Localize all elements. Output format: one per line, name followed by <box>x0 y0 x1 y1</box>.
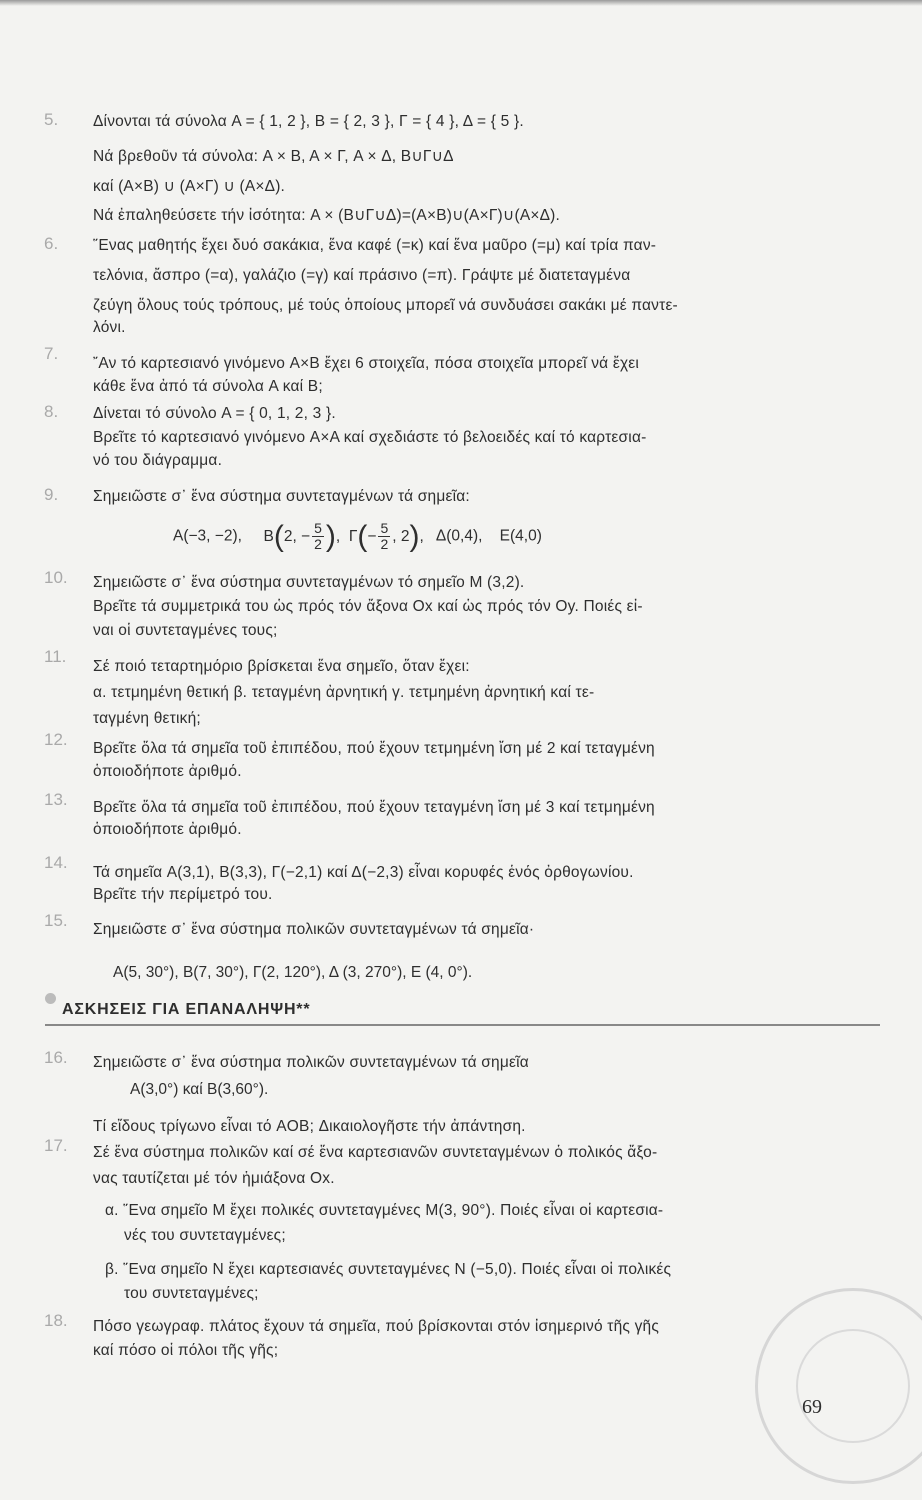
subexercise-text: α. ῞Ενα σημεῖο M ἔχει πολικές συντεταγμένες M(3, 90°). Ποιές εἶναι οἱ καρτεσια- <box>105 1202 664 1219</box>
exercise-text: Τά σημεῖα A(3,1), B(3,3), Γ(−2,1) καί Δ(−2,3) εἶναι κορυφές ἑνός ὀρθογωνίου. <box>93 864 634 881</box>
fraction <box>312 521 324 552</box>
point-e: E(4,0) <box>499 527 542 545</box>
exercise-text: Πόσο γεωγραφ. πλάτος ἔχουν τά σημεῖα, πού βρίσκονται στόν ἰσημερινό τῆς γῆς <box>93 1318 660 1335</box>
exercise-number: 9. <box>44 485 59 504</box>
exercise-text: Σέ ἕνα σύστημα πολικῶν καί σέ ἕνα καρτεσιανῶν συντεταγμένων ὁ πολικός ἄξο- <box>93 1144 658 1161</box>
exercise-text: λόνι. <box>93 319 126 336</box>
exercise-text: Βρεῖτε ὅλα τά σημεῖα τοῦ ἐπιπέδου, πού ἔχουν τεταγμένη ἴση μέ 3 καί τετμημένη <box>93 799 655 816</box>
denominator: 2 <box>380 536 389 552</box>
exercise-number: 5. <box>44 110 59 129</box>
denominator: 2 <box>314 536 322 552</box>
exercise-text: νας ταυτίζεται μέ τόν ἡμιάξονα Ox. <box>93 1170 335 1187</box>
exercise-text: Δίνεται τό σύνολο A = { 0, 1, 2, 3 }. <box>93 405 336 422</box>
separator: , <box>419 527 424 545</box>
exercise-number: 18. <box>44 1311 68 1330</box>
exercise-text: Σημειῶστε σ᾽ ἕνα σύστημα συντεταγμένων τά σημεῖα: <box>93 488 470 505</box>
exercise-text: ῞Ενας μαθητής ἔχει δυό σακάκια, ἕνα καφέ (=κ) καί ἕνα μαῦρο (=μ) καί τρία παν- <box>93 237 657 254</box>
exercise-text: Βρεῖτε τό καρτεσιανό γινόμενο A×A καί σχεδιάστε τό βελοειδές καί τό καρτεσια- <box>93 429 647 446</box>
point-coord: , 2 <box>392 527 410 545</box>
exercise-number: 16. <box>44 1048 68 1067</box>
exercise-text: καί (A×B) ∪ (A×Γ) ∪ (A×Δ). <box>93 178 286 195</box>
exercise-number: 10. <box>44 568 68 587</box>
exercise-text: Δίνονται τά σύνολα A = { 1, 2 }, B = { 2, 3 }, Γ = { 4 }, Δ = { 5 }. <box>93 113 524 130</box>
separator: , <box>335 527 341 545</box>
exercise-text: καί πόσο οἱ πόλοι τῆς γῆς; <box>93 1342 279 1359</box>
exercise-number: 15. <box>44 911 68 930</box>
points-formula <box>173 521 542 552</box>
exercise-text: Σέ ποιό τεταρτημόριο βρίσκεται ἕνα σημεῖο, ὅταν ἔχει: <box>93 658 470 675</box>
exercise-text: κάθε ἕνα ἀπό τά σύνολα A καί B; <box>93 378 323 395</box>
point-b: B(2, − $\frac{5}{2}$ ), <box>263 519 341 553</box>
exercise-text: Βρεῖτε τήν περίμετρό του. <box>93 886 273 903</box>
point-a: A(−3, −2), <box>173 527 242 545</box>
numerator: 5 <box>314 520 322 536</box>
section-heading: ΑΣΚΗΣΕΙΣ ΓΙΑ ΕΠΑΝΑΛΗΨΗ** <box>62 1001 311 1018</box>
exercise-text: ταγμένη θετική; <box>93 710 201 727</box>
exercise-number: 8. <box>44 402 59 421</box>
polar-points-formula: A(5, 30°), B(7, 30°), Γ(2, 120°), Δ (3, 270°), E (4, 0°). <box>113 964 473 981</box>
exercise-text: Σημειῶστε σ᾽ ἕνα σύστημα πολικῶν συντεταγμένων τά σημεῖα <box>93 1054 529 1071</box>
polar-points-formula: A(3,0°) καί B(3,60°). <box>130 1081 269 1098</box>
exercise-text: Τί εἴδους τρίγωνο εἶναι τό AOB; Δικαιολογῆστε τήν ἀπάντηση. <box>93 1118 526 1135</box>
exercise-text: τελόνια, ἄσπρο (=α), γαλάζιο (=γ) καί πράσινο (=π). Γράψτε μέ διατεταγμένα <box>93 267 631 284</box>
exercise-text: Βρεῖτε τά συμμετρικά του ὡς πρός τόν ἄξονα Ox καί ὡς πρός τόν Oy. Ποιές εἰ- <box>93 598 643 615</box>
subexercise-text: β. ῞Ενα σημεῖο N ἔχει καρτεσιανές συντεταγμένες N (−5,0). Ποιές εἶναι οἱ πολικές <box>105 1261 672 1278</box>
exercise-text: Νά ἐπαληθεύσετε τήν ἰσότητα: A × (B∪Γ∪Δ)=(A×B)∪(A×Γ)∪(A×Δ). <box>93 207 561 224</box>
exercise-text: α. τετμημένη θετική β. τεταγμένη ἀρνητική γ. τετμημένη ἀρνητική καί τε- <box>93 684 595 701</box>
library-stamp <box>755 1288 922 1484</box>
point-d: Δ(0,4), <box>435 527 483 545</box>
exercise-text: ναι οἱ συντεταγμένες τους; <box>93 622 278 639</box>
page-number: 69 <box>802 1396 822 1418</box>
section-bullet-icon <box>45 993 56 1004</box>
point-label: Γ <box>348 527 358 545</box>
exercise-text: ὁποιοδήποτε ἀριθμό. <box>93 821 242 838</box>
fraction <box>378 521 390 552</box>
exercise-text: Νά βρεθοῦν τά σύνολα: A × B, A × Γ, A × Δ, B∪Γ∪Δ <box>93 148 454 165</box>
exercise-text: Σημειῶστε σ᾽ ἕνα σύστημα πολικῶν συντεταγμένων τά σημεῖα· <box>93 921 535 938</box>
exercise-number: 14. <box>44 853 68 872</box>
exercise-text: ῎Αν τό καρτεσιανό γινόμενο A×B ἔχει 6 στοιχεῖα, πόσα στοιχεῖα μπορεῖ νά ἔχει <box>93 355 640 372</box>
exercise-number: 6. <box>44 234 59 253</box>
exercise-text: νό του διάγραμμα. <box>93 452 223 469</box>
sign: − <box>367 527 377 545</box>
exercise-number: 12. <box>44 730 68 749</box>
point-c: Γ(− $\frac{5}{2}$ , 2), <box>348 519 424 553</box>
exercise-text: ζεύγη ὅλους τούς τρόπους, μέ τούς ὁποίους μπορεῖ νά συνδυάσει σακάκι μέ παντε- <box>93 297 678 314</box>
exercise-text: Σημειῶστε σ᾽ ἕνα σύστημα συντεταγμένων τό σημεῖο M (3,2). <box>93 574 525 591</box>
scan-edge <box>0 0 922 6</box>
section-divider <box>45 1024 880 1026</box>
numerator: 5 <box>380 520 389 536</box>
exercise-number: 11. <box>44 647 67 666</box>
exercise-text: Βρεῖτε ὅλα τά σημεῖα τοῦ ἐπιπέδου, πού ἔχουν τετμημένη ἴση μέ 2 καί τεταγμένη <box>93 740 655 757</box>
subexercise-text: νές του συντεταγμένες; <box>124 1227 286 1244</box>
point-coord: 2, − <box>283 527 311 545</box>
exercise-number: 17. <box>44 1136 68 1155</box>
exercise-text: ὁποιοδήποτε ἀριθμό. <box>93 763 242 780</box>
exercise-number: 13. <box>44 790 68 809</box>
point-label: B <box>263 527 274 545</box>
exercise-number: 7. <box>44 344 59 363</box>
subexercise-text: του συντεταγμένες; <box>124 1285 259 1302</box>
